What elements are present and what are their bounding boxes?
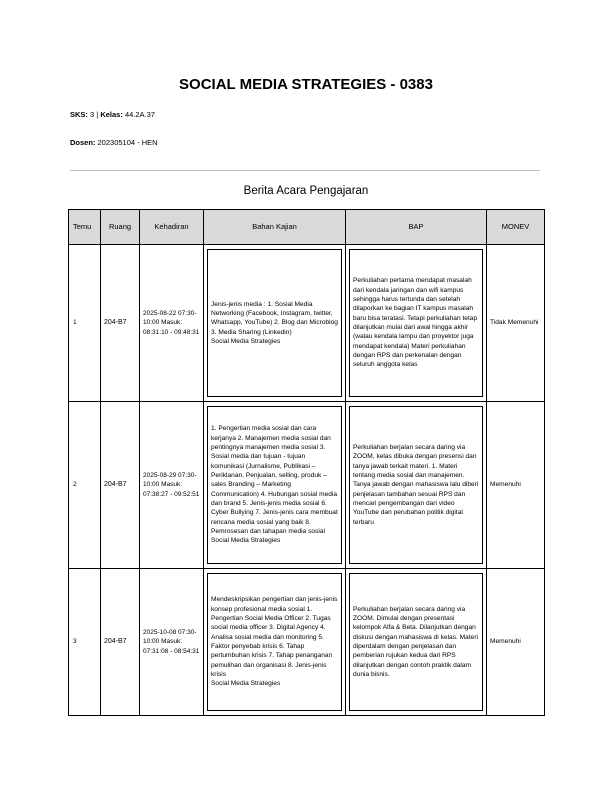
ruang-cell: 204-B7: [101, 402, 140, 569]
bap-box: [349, 406, 483, 564]
bahan-kajian-text: 1. Pengertian media sosial dan cara kerjanya 2. Manajemen media sosial dan pentingnya manajemen media sosial 3. Sosial media dan tujuan - tujuan komunikasi (Jurnalisme, Publikasi – Periklanan, Penjualan, selling, produk – sales Branding – Marketing Communication) 4. Hubungan sosial media dan brand 5. Jenis-jenis media sosial 6. Cyber Bullying 7. Jenis-jenis cara membuat rencana media sosial yang baik 8. Pemrosesan dan tahapan media sosial: [211, 425, 338, 536]
dosen-info-line: [70, 138, 158, 147]
bahan-kajian-box: [207, 249, 342, 397]
monev-cell: Memenuhi: [487, 402, 545, 569]
header-monev: MONEV: [487, 210, 545, 245]
bahan-kajian-box: [207, 406, 342, 564]
kelas-label: Kelas:: [100, 110, 123, 119]
header-bahan-kajian: Bahan Kajian: [204, 210, 346, 245]
table-row: [69, 245, 545, 402]
header-ruang: Ruang: [101, 210, 140, 245]
sks-label: SKS:: [70, 110, 88, 119]
temu-cell: 3: [69, 569, 101, 716]
ruang-cell: 204-B7: [101, 245, 140, 402]
bap-box: [349, 249, 483, 397]
table-header-row: [69, 210, 545, 245]
kelas-value: 44.2A.37: [124, 110, 155, 119]
monev-cell: Tidak Memenuhi: [487, 245, 545, 402]
ruang-cell: 204-B7: [101, 569, 140, 716]
table-row: [69, 569, 545, 716]
bahan-kajian-text: Jenis-jenis media : 1. Sosial Media Networking (Facebook, Instagram, twitter, Whatsapp, YouTube) 2. Blog dan Microblog 3. Media Sharing (Linkedin): [211, 300, 338, 336]
teaching-record-table: [68, 209, 545, 716]
bahan-kajian-subject: Social Media Strategies: [211, 680, 281, 688]
bap-cell: [346, 402, 487, 569]
bahan-kajian-cell: [204, 569, 346, 716]
page-title: SOCIAL MEDIA STRATEGIES - 0383: [179, 76, 433, 93]
kehadiran-cell: 2025-10-08 07:30-10:00 Masuk: 07:31:08 - 08:54:31: [140, 569, 204, 716]
kehadiran-cell: 2025-08-22 07:30-10:00 Masuk: 08:31:10 - 09:48:31: [140, 245, 204, 402]
bahan-kajian-text: Mendeskripsikan pengertian dan jenis-jenis konsep profesional media sosial 1. Pengertian Social Media Officer 2. Tugas social media officer 3. Digital Agency 4. Analisa sosial media dan monitoring 5. Faktor penyebab krisis 6. Tahap pertumbuhan krisis 7. Tahap penanganan pemulihan dan organisasi 8. Jenis-jenis krisis: [211, 596, 338, 679]
bap-text: Perkuliahan berjalan secara daring via ZOOM, kelas dibuka dengan presensi dan tanya jawab terkait materi. 1. Materi tentang media sosial dan manajemen. Tanya jawab dengan mahasiswa lalu diberi penjelasan tambahan sesuai RPS dan mencari pengembangan dari video YouTube dan perubahan politik digital terbaru: [353, 443, 479, 526]
header-kehadiran: Kehadiran: [140, 210, 204, 245]
separator: |: [96, 110, 99, 119]
bap-text: Perkuliahan pertama mendapat masalah dari kendala jaringan dan wifi kampus sehingga harus tertunda dan setelah dilaporkan ke bagian IT kampus masalah baru bisa teratasi. Tetapi perkuliahan tetap dilanjutkan mulai dari awal hingga akhir (walau kendala lampu dan proyektor juga mendapat kendala) Materi perkuliahan dengan RPS dan perkenalan dengan seluruh anggota kelas: [353, 277, 478, 369]
dosen-label: Dosen:: [70, 138, 96, 147]
header-bap: BAP: [346, 210, 487, 245]
bahan-kajian-cell: [204, 245, 346, 402]
bahan-kajian-cell: [204, 402, 346, 569]
bahan-kajian-subject: Social Media Strategies: [211, 338, 281, 346]
sks-value: 3: [90, 110, 95, 119]
bap-box: [349, 573, 483, 711]
bap-cell: [346, 569, 487, 716]
kehadiran-cell: 2025-08-29 07:30-10:00 Masuk: 07:38:27 - 09:52:51: [140, 402, 204, 569]
divider: [70, 170, 540, 171]
monev-cell: Memenuhi: [487, 569, 545, 716]
bap-text: Perkuliahan berjalan secara daring via ZOOM. Dimulai dengan presentasi kelompok Alfa & Beta. Dilanjutkan dengan diskusi dengan mahasiswa di kelas. Materi diperdalam dengan penjelasan dan pemberian rujukan kedua dari RPS dilanjutkan dengan contoh praktik dalam dunia bisnis.: [353, 605, 478, 679]
bahan-kajian-box: [207, 573, 342, 711]
header-temu: Temu: [69, 210, 101, 245]
course-info-line: [70, 110, 155, 119]
bahan-kajian-subject: Social Media Strategies: [211, 537, 281, 545]
dosen-value: 202305104 - HEN: [97, 138, 158, 147]
table-row: [69, 402, 545, 569]
temu-cell: 1: [69, 245, 101, 402]
section-title: Berita Acara Pengajaran: [243, 185, 369, 197]
temu-cell: 2: [69, 402, 101, 569]
bap-cell: [346, 245, 487, 402]
